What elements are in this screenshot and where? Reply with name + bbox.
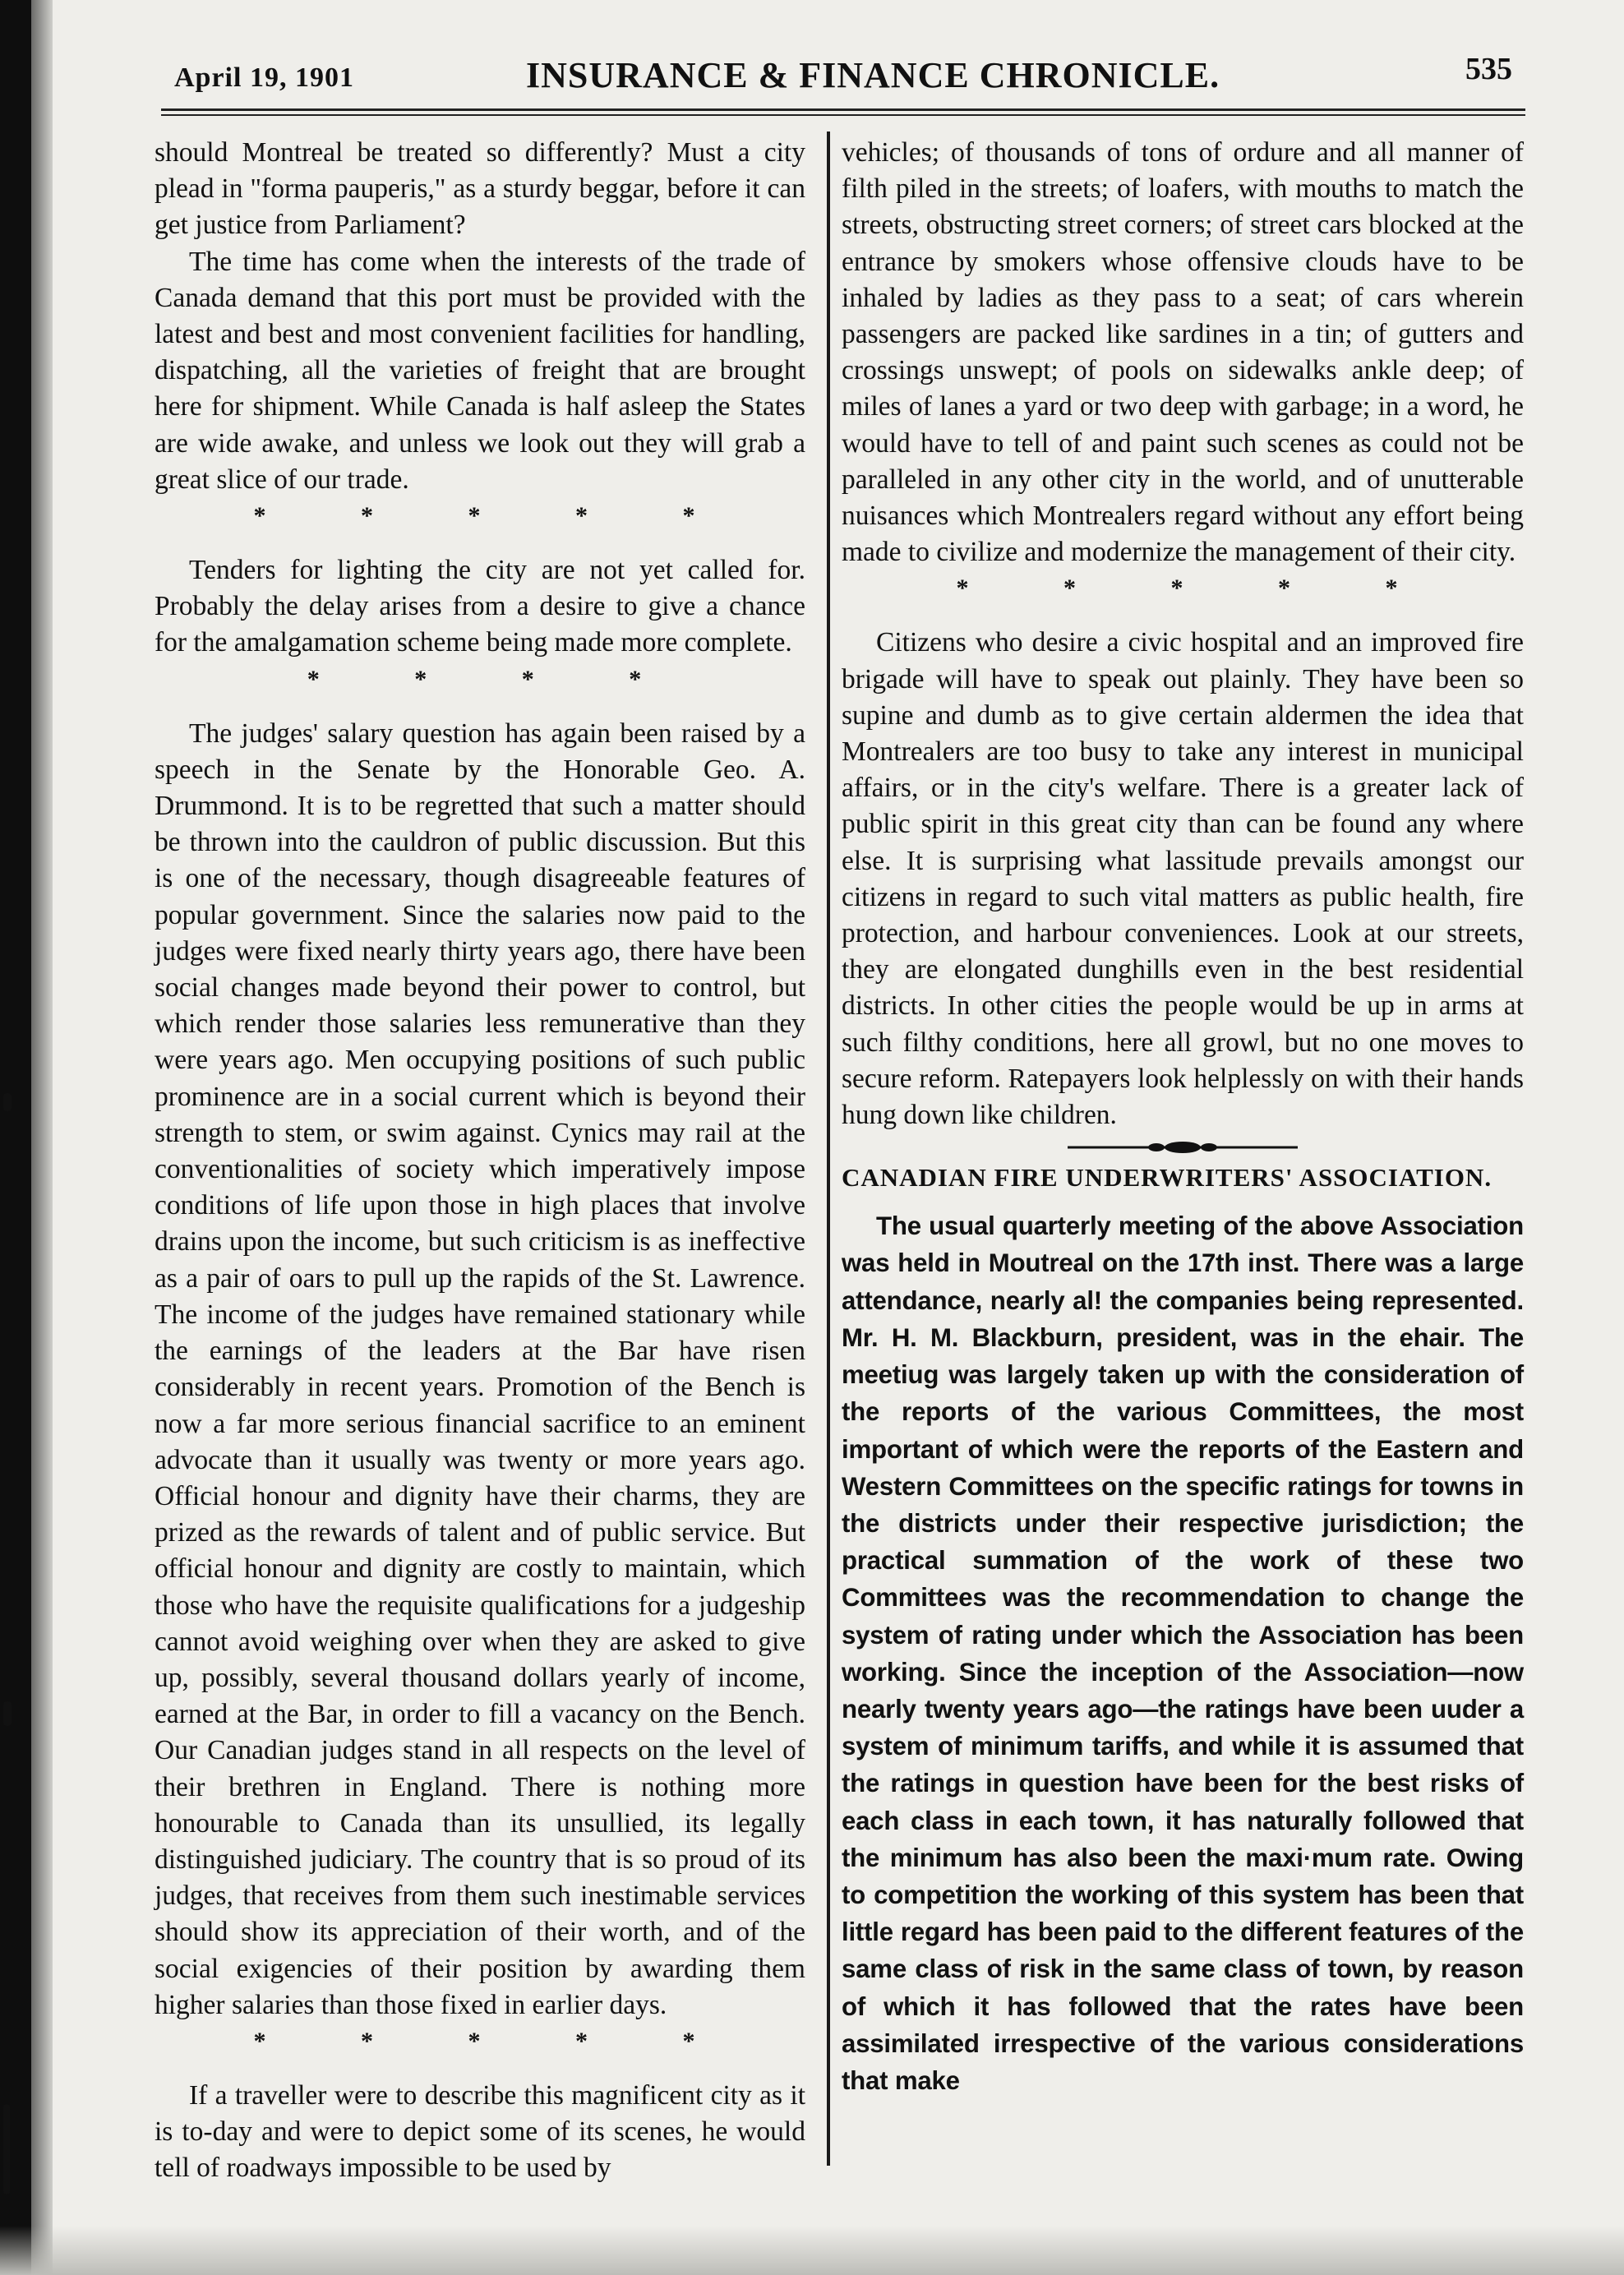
ornamental-divider (1068, 1140, 1298, 1155)
section-break-stars: * * * * * (253, 502, 740, 530)
paragraph: The time has come when the interests of the trade of Canada demand that this port must be provided with the latest and best and most convenient facilities for handling, dispatching, all the varieties of freight that are brought here for shipment. While Canada is half asleep the States are wide awake, and unless we look out they will grab a great slice of our trade. (155, 246, 805, 495)
page-bottom-shadow (0, 2226, 1624, 2275)
paragraph: If a traveller were to describe this magnificent city as it is to-day and were to depict some of its scenes, he would tell of roadways impossible to be used by (155, 2079, 805, 2184)
paragraph: Tenders for lighting the city are not yet called for. Probably the delay arises from a desire to give a chance for the amalgamation scheme being made more complete. (155, 555, 805, 658)
section-break-stars: * * * * (307, 665, 686, 693)
margin-mark (3, 1701, 12, 1726)
margin-mark (3, 1093, 12, 1111)
paragraph: vehicles; of thousands of tons of ordure and all manner of filth piled in the streets; of loafers, with mouths to match the streets, obstructing street corners; of street cars blocked at the entrance by smokers whose offensive clouds have to be inhaled by ladies as they pass to a seat; of cars wherein passengers are packed like sardines in a tin; of gutters and crossings unswept; of pools on sidewalks ankle deep; of miles of lanes a yard or two deep with garbage; in a word, he would have to tell of and paint such scenes as could not be paralleled in any other city in the world, and of unutterable nuisances which Montrealers regard without any effort being made to civilize and modernize the management of their city. (842, 137, 1524, 568)
paragraph: Citizens who desire a civic hospital and an improved fire brigade will have to speak out plainly. They have been so supine and dumb as to give certain aldermen the idea that Montrealers are too busy to take any interest in municipal affairs, or in the city's welfare. There is a greater lack of public spirit in this great city than can be found any where else. It is surprising what lassitude prevails amongst our citizens in regard to such vital matters as public health, fire protection, and harbour conveniences. Look at our streets, they are elongated dunghills even in the best residential districts. In other cities the people would be up in arms at such filthy conditions, here all growl, but no one moves to secure reform. Ratepayers look helplessly on with their hands hung down like children. (842, 627, 1524, 1131)
column-divider (827, 132, 830, 2166)
paragraph: The judges' salary question has again been raised by a speech in the Senate by the Honorable Geo. A. Drummond. It is to be regretted that such a matter should be thrown into the cauldron of public discussion. But this is one of the necessary, though disagreeable features of popular government. Since the salaries now paid to the judges were fixed nearly thirty years ago, there have been social changes made beyond their power to control, but which render those salaries less remunerative than they were years ago. Men occupying positions of such public prominence are in a social current which is beyond their strength to stem, or swim against. Cynics may rail at the conventionalities of society which imperatively impose conditions of life upon those in high places that involve drains upon the income, but such criticism is as ineffective as a pair of oars to pull up the rapids of the St. Lawrence. The income of the judges have remained stationary while the earnings of the leaders at the Bar have risen considerably in recent years. Promotion of the Bench is now a far more serious financial sacrifice to an eminent advocate than it usually was twenty or more years ago. Official honour and dignity have their charms, they are prized as the rewards of talent and of public service. But official honour and dignity are costly to maintain, which those who have the requisite qualifications for a judgeship cannot avoid weighing over when they are asked to give up, possibly, several thousand dollars yearly of income, earned at the Bar, in order to fill a vacancy on the Bench. Our Canadian judges stand in all respects on the level of their brethren in England. There is nothing more honourable to Canada than its unsullied, its legally distinguished judiciary. The country that is so proud of its judges, that receives from them such inestimable services should show its appreciation of their worth, and of the social exigencies of their position by awarding them higher salaries than those fixed in earlier days. (155, 718, 805, 2020)
left-column (155, 135, 805, 2187)
margin-mark (3, 2104, 10, 2194)
section-break-stars: * * * * * (956, 575, 1442, 602)
section-heading: CANADIAN FIRE UNDERWRITERS' ASSOCIATION. (842, 1163, 1493, 1193)
header-rule-thin (161, 114, 1525, 116)
publication-title: INSURANCE & FINANCE CHRONICLE. (526, 55, 1220, 95)
section-break-stars: * * * * * (253, 2027, 740, 2055)
right-column (842, 135, 1524, 2099)
book-spine-shadow (0, 0, 31, 2275)
paragraph: The usual quarterly meeting of the above Association was held in Moutreal on the 17th inst. There was a large attendance, nearly al! the companies being represented. Mr. H. M. Blackburn, president, was in the ehair. The meetiug was largely taken up with the consideration of the reports of the various Committees, the most important of which were the reports of the Eastern and Western Committees on the specific ratings for towns in the districts under their respective jurisdiction; the practical summation of the work of these two Committees was the recommendation to change the system of rating under which the Association has been working. Since the inception of the Association—now nearly twenty years ago—the ratings have been uuder a system of minimum tariffs, and while it is assumed that the ratings in question have been for the best risks of each class in each town, it has naturally followed that the minimum has also been the maxi·mum rate. Owing to competition the working of this system has been that little regard has been paid to the different features of the same class of risk in the same class of town, by reason of which it has followed that the rates have been assimilated irrespective of the various considerations that make (842, 1211, 1524, 2095)
page-gutter (31, 0, 53, 2275)
header-rule (161, 108, 1525, 111)
page-header (164, 48, 1520, 105)
issue-date: April 19, 1901 (174, 62, 354, 93)
page-number: 535 (1465, 52, 1512, 86)
paragraph: should Montreal be treated so differently? Must a city plead in "forma pauperis," as a sturdy beggar, before it can get justice from Parliament? (155, 137, 805, 241)
